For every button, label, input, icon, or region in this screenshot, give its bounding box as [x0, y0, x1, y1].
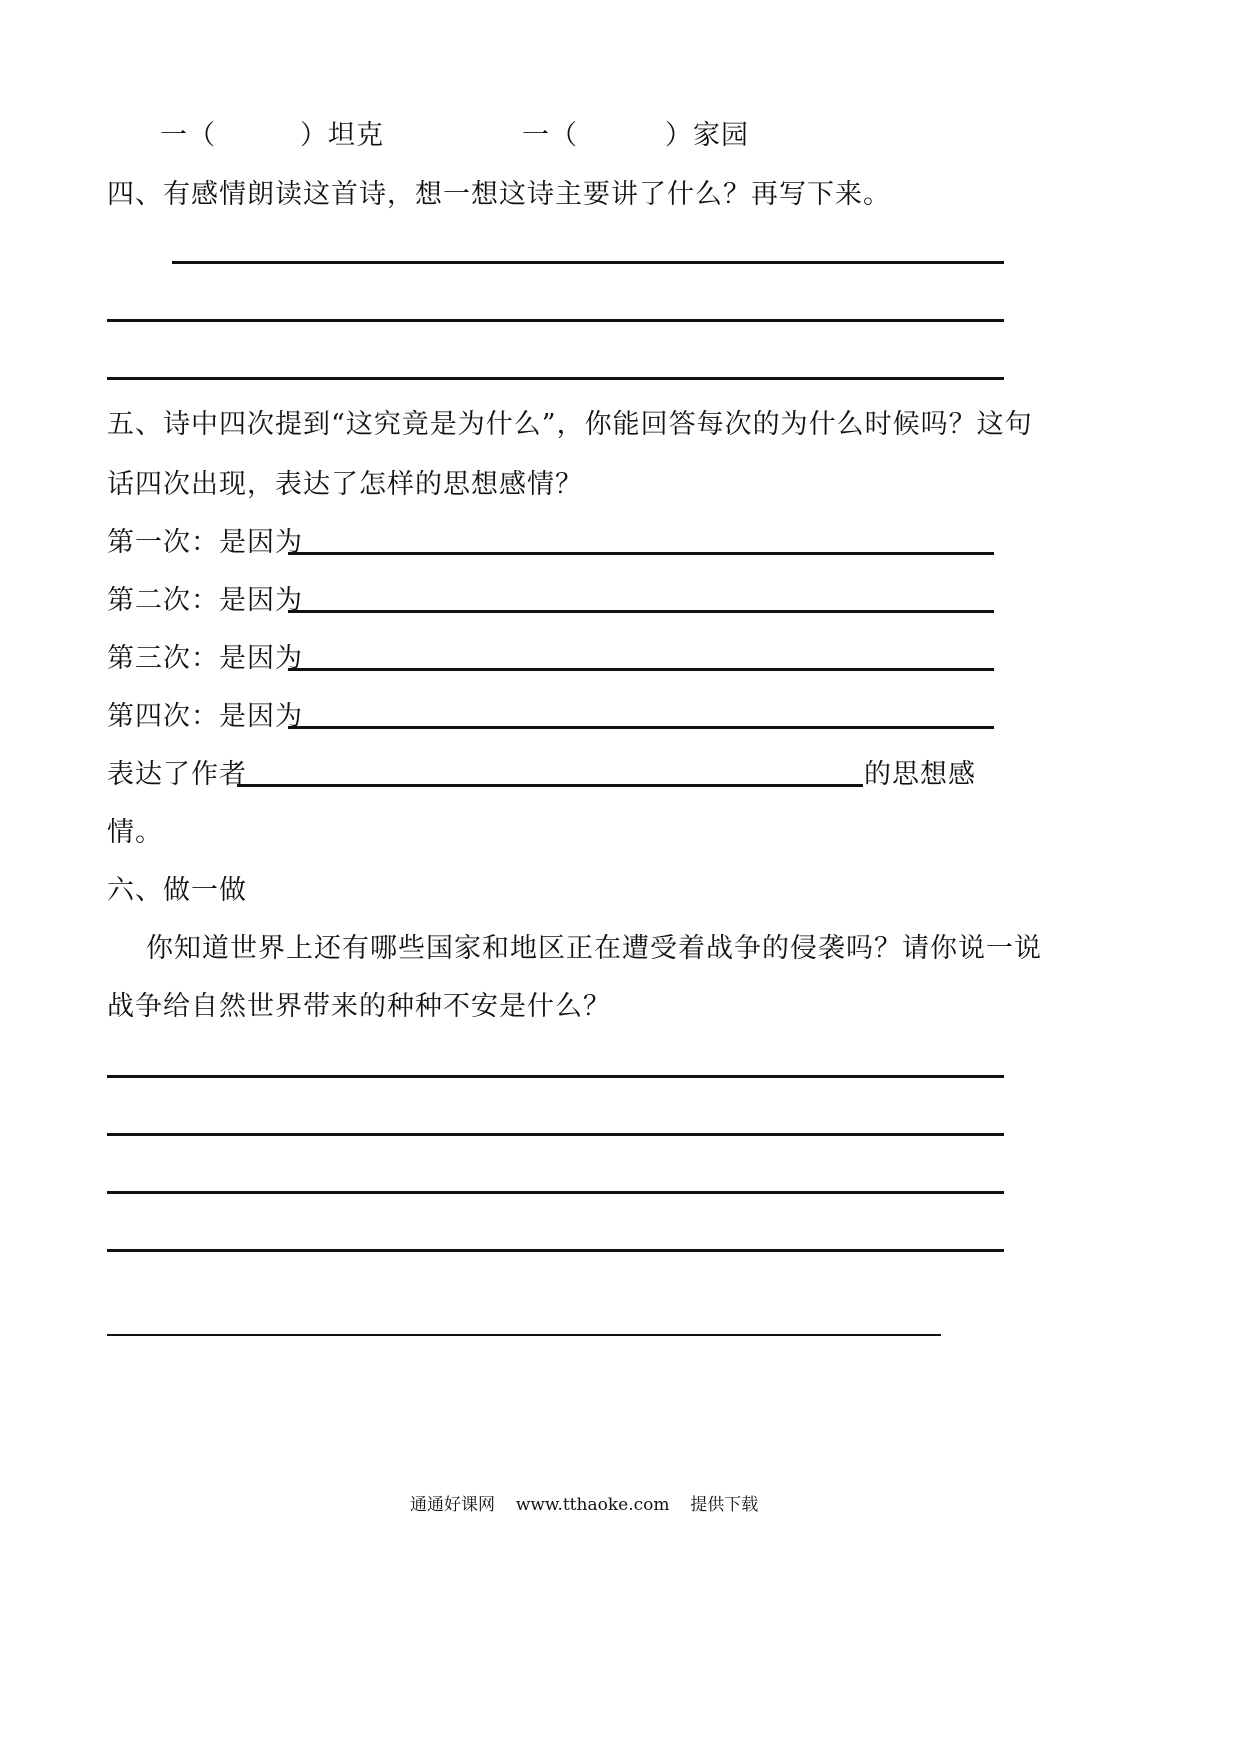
- express-answer-line[interactable]: [237, 784, 863, 787]
- section4-question: 四、有感情朗读这首诗，想一想这诗主要讲了什么？再写下来。: [107, 179, 891, 210]
- answer-line-4a[interactable]: [172, 261, 1004, 264]
- answer-line-third[interactable]: [288, 668, 994, 671]
- answer-line-4b[interactable]: [107, 319, 1004, 322]
- answer-line-6b[interactable]: [107, 1133, 1004, 1136]
- footer-site-name: 通通好课网: [410, 1495, 495, 1515]
- section6-prompt-line2: 战争给自然世界带来的种种不安是什么？: [107, 991, 611, 1022]
- express-wrap: 情。: [107, 817, 163, 848]
- answer-line-6c[interactable]: [107, 1191, 1004, 1194]
- tank-suffix: ）坦克: [300, 120, 384, 151]
- page-footer: [410, 1494, 758, 1516]
- answer-row-label: 第四次：是因为: [107, 701, 303, 732]
- answer-row-label: 第一次：是因为: [107, 527, 303, 558]
- section6-title: 六、做一做: [107, 875, 247, 906]
- express-suffix: 的思想感: [864, 759, 976, 790]
- answer-row-label: 第三次：是因为: [107, 643, 303, 674]
- answer-line-4c[interactable]: [107, 377, 1004, 380]
- answer-line-6d[interactable]: [107, 1249, 1004, 1252]
- answer-row-label: 第二次：是因为: [107, 585, 303, 616]
- answer-line-fourth[interactable]: [288, 726, 994, 729]
- answer-line-second[interactable]: [288, 610, 994, 613]
- section6-prompt-line1: 你知道世界上还有哪些国家和地区正在遭受着战争的侵袭吗？请你说一说: [146, 933, 1042, 964]
- footer-action: 提供下载: [690, 1495, 759, 1515]
- homeland-suffix: ）家园: [665, 120, 749, 151]
- answer-line-6e[interactable]: [107, 1334, 941, 1336]
- section5-question-line2: 话四次出现，表达了怎样的思想感情？: [107, 469, 583, 500]
- express-prefix: 表达了作者: [107, 759, 247, 790]
- tank-prefix: 一（: [160, 120, 216, 151]
- footer-url[interactable]: www.tthaoke.com: [515, 1495, 670, 1515]
- section5-question-line1: 五、诗中四次提到“这究竟是为什么”，你能回答每次的为什么时候吗？这句: [107, 409, 1033, 440]
- answer-line-first[interactable]: [288, 552, 994, 555]
- homeland-prefix: 一（: [522, 120, 578, 151]
- answer-line-6a[interactable]: [107, 1075, 1004, 1078]
